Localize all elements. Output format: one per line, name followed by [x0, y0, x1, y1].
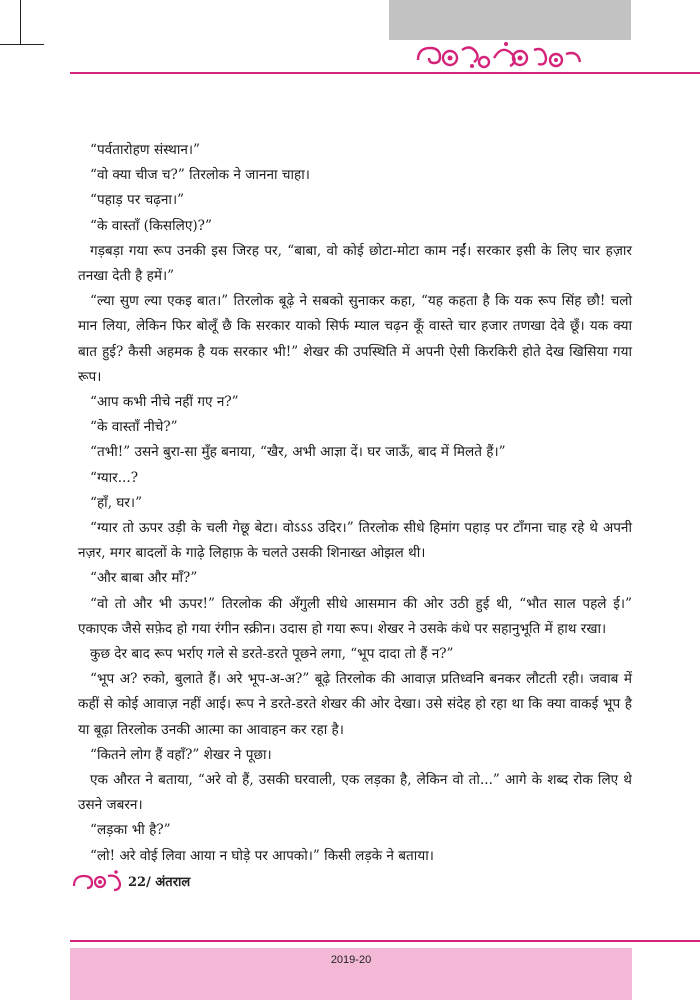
- paragraph: कुछ देर बाद रूप भर्राए गले से डरते-डरते पूछने लगा, “भूप दादा तो हैं न?”: [90, 646, 454, 663]
- paragraph: “लो! अरे वोई लिवा आया न घोड़े पर आपको।” किसी लड़के ने बताया।: [90, 847, 434, 864]
- paragraph: एक औरत ने बताया, “अरे वो हैं, उसकी घरवाली, एक लड़का है, लेकिन वो तो...” आगे के शब्द रोक लिए थे उसने जबरन।: [78, 772, 632, 814]
- paragraph: “लड़का भी है?”: [90, 822, 171, 839]
- paragraph: “आप कभी नीचे नहीं गए न?”: [90, 394, 239, 411]
- story-text: [78, 138, 632, 869]
- paragraph: “के वास्ताँ नीचे?”: [90, 419, 178, 436]
- page-folio: 22/ अंतराल: [128, 875, 191, 890]
- edition-year: 2019-20: [330, 954, 372, 966]
- paragraph: “ग्यार तो ऊपर उड़ी के चली गेछू बेटा। वोऽऽऽ उदिर।” तिरलोक सीधे हिमांग पहाड़ पर टाँगना चाह रहे थे अपनी नज़र, मगर बादलों के गाढ़े लिहाफ़ के चलते उसकी शिनाख्त ओझल थी।: [78, 520, 632, 562]
- paragraph: गड़बड़ा गया रूप उनकी इस जिरह पर, “बाबा, वो कोई छोटा-मोटा काम नईं। सरकार इसी के लिए चार हज़ार तनखा देती है हमें।”: [78, 242, 632, 285]
- crop-mark-vertical: [20, 0, 21, 44]
- paragraph: “और बाबा और माँ?”: [90, 570, 198, 587]
- paragraph: “तभी!” उसने बुरा-सा मुँह बनाया, “खैर, अभी आज्ञा दें। घर जाऊँ, बाद में मिलते हैं।”: [90, 444, 506, 461]
- paragraph: “वो तो और भी ऊपर!” तिरलोक की अँगुली सीधे आसमान की ओर उठी हुई थी, “भौत साल पहले ई।” एकाएक जैसे सफ़ेद हो गया रंगीन स्क्रीन। उदास हो गया रूप। शेखर ने उसके कंधे पर सहानुभूति में हाथ रखा।: [78, 595, 632, 637]
- paragraph: “कितने लोग हैं वहाँ?” शेखर ने पूछा।: [90, 746, 272, 763]
- header-rule: [70, 72, 700, 74]
- paragraph: “के वास्ताँ (किसलिए)?”: [90, 217, 212, 234]
- footer-band: [70, 948, 632, 1000]
- paragraph: “पर्वतारोहण संस्थान।”: [90, 142, 201, 158]
- paragraph: “पहाड़ पर चढ़ना।”: [90, 192, 185, 209]
- paragraph: “वो क्या चीज च?” तिरलोक ने जानना चाहा।: [90, 167, 310, 184]
- footer-scroll-ornament-icon: [70, 866, 126, 896]
- header-gray-tab: [389, 0, 631, 40]
- paragraph: “भूप अ? रुको, बुलाते हैं। अरे भूप-अ-अ?” बूढ़े तिरलोक की आवाज़ प्रतिध्वनि बनकर लौटती रही। जवाब में कहीं से कोई आवाज़ नहीं आई। रूप ने डरते-डरते शेखर की ओर देखा। उसे संदेह हो रहा था कि क्या वाकई भूप है या बूढ़ा तिरलोक उनकी आत्मा का आवाहन कर रहा है।: [78, 671, 632, 738]
- paragraph: “ग्यार...?: [90, 469, 138, 486]
- paragraph: “हाँ, घर।”: [90, 494, 143, 511]
- decorative-scroll-ornament-icon: [410, 36, 590, 74]
- paragraph: “ल्या सुण ल्या एकइ बात।” तिरलोक बूढ़े ने सबको सुनाकर कहा, “यह कहता है कि यक रूप सिंह छौ! चलो मान लिया, लेकिन फिर बोलूँ छै कि सरकार याको सिर्फ म्याल चढ़न कूँ वास्ते चार हजार तणखा देवे छूँ। यक क्या बात हुई? कैसी अहमक है यक सरकार भी!” शेखर की उपस्थिति में अपनी ऐसी किरकिरी होते देख खिसिया गया रूप।: [78, 293, 632, 385]
- footer-rule: [70, 940, 700, 942]
- crop-mark-horizontal: [0, 44, 44, 45]
